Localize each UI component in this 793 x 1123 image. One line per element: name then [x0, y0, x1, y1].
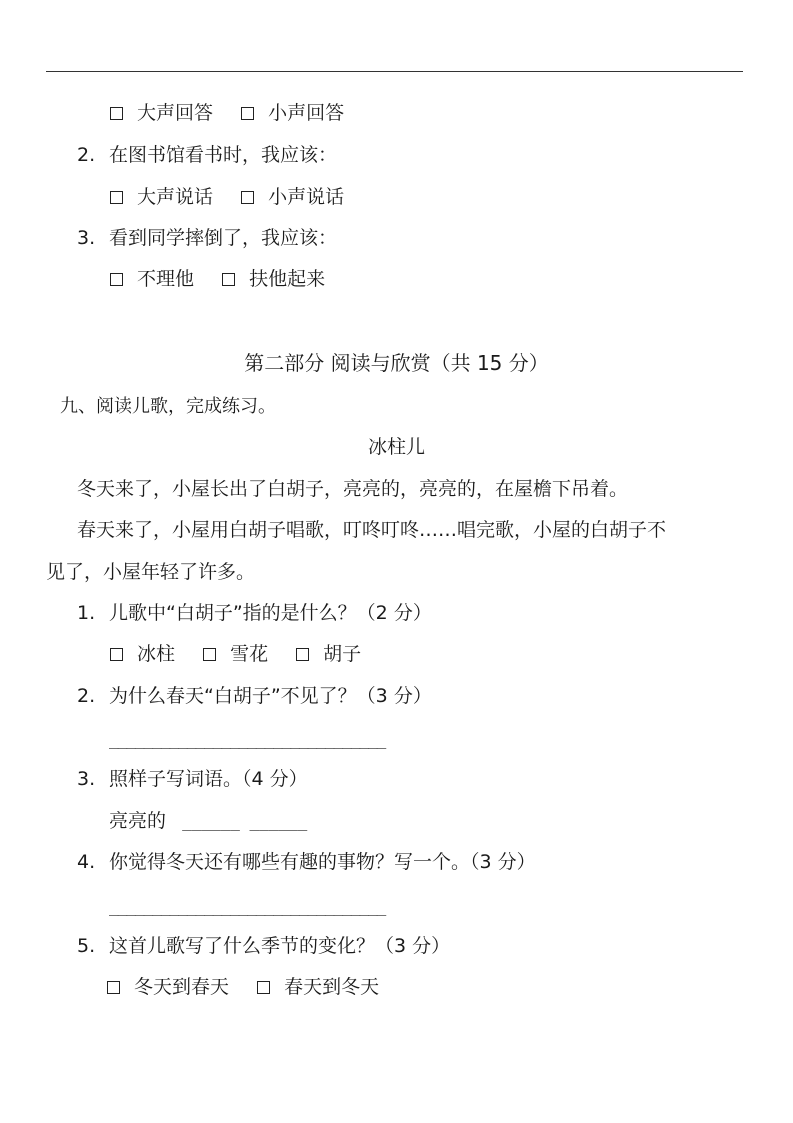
question-number: 4. [77, 851, 96, 873]
reading-question-2 [77, 684, 432, 708]
poem-paragraph-2-continued: 见了，小屋年轻了许多。 [46, 561, 256, 583]
option[interactable]: 冬天到春天 [107, 975, 229, 999]
question-text: 儿歌中“白胡子”指的是什么？（2 分） [109, 602, 432, 624]
answer-blank[interactable]: ________________________________ [109, 730, 386, 749]
checkbox-icon[interactable] [110, 107, 123, 120]
checkbox-icon[interactable] [110, 191, 123, 204]
q3-options [110, 267, 325, 291]
question-number: 2. [77, 144, 96, 166]
poem-paragraph-2: 春天来了，小屋用白胡子唱歌，叮咚叮咚……唱完歌，小屋的白胡子不 [77, 519, 667, 541]
poem-paragraph-1: 冬天来了，小屋长出了白胡子，亮亮的，亮亮的，在屋檐下吊着。 [77, 478, 629, 500]
question-text: 为什么春天“白胡子”不见了？（3 分） [109, 685, 432, 707]
reading-question-3 [77, 767, 308, 791]
q2-options [110, 185, 344, 209]
r5-options [107, 975, 379, 999]
task-heading: 九、阅读儿歌，完成练习。 [60, 396, 276, 417]
checkbox-icon[interactable] [203, 648, 216, 661]
checkbox-icon[interactable] [222, 273, 235, 286]
checkbox-icon[interactable] [241, 191, 254, 204]
reading-question-5 [77, 934, 450, 958]
checkbox-icon[interactable] [107, 981, 120, 994]
question-text: 照样子写词语。（4 分） [109, 768, 308, 790]
question-text: 在图书馆看书时，我应该： [109, 144, 338, 166]
option[interactable]: 雪花 [203, 642, 268, 666]
question-text: 这首儿歌写了什么季节的变化？（3 分） [109, 935, 451, 957]
word-blanks[interactable]: ______ ______ [182, 812, 308, 831]
question-2 [77, 143, 337, 167]
answer-blank[interactable]: ________________________________ [109, 897, 386, 916]
section-title: 第二部分 阅读与欣赏（共 15 分） [244, 351, 549, 375]
question-text: 你觉得冬天还有哪些有趣的事物？写一个。（3 分） [109, 851, 536, 873]
option[interactable]: 胡子 [296, 642, 361, 666]
option[interactable]: 春天到冬天 [257, 975, 379, 999]
question-number: 3. [77, 227, 96, 249]
poem-title: 冰柱儿 [367, 436, 425, 458]
question-number: 2. [77, 685, 96, 707]
r1-options [110, 642, 361, 666]
question-number: 1. [77, 602, 96, 624]
q1-options [110, 101, 344, 125]
question-number: 5. [77, 935, 96, 957]
option[interactable]: 扶他起来 [222, 267, 325, 291]
question-3 [77, 226, 337, 250]
option[interactable]: 小声说话 [241, 185, 344, 209]
option[interactable]: 大声回答 [110, 101, 213, 125]
question-number: 3. [77, 768, 96, 790]
checkbox-icon[interactable] [296, 648, 309, 661]
header-rule [46, 71, 743, 72]
checkbox-icon[interactable] [110, 273, 123, 286]
example-word: 亮亮的 [109, 810, 167, 832]
option[interactable]: 冰柱 [110, 642, 175, 666]
checkbox-icon[interactable] [241, 107, 254, 120]
option[interactable]: 大声说话 [110, 185, 213, 209]
question-text: 看到同学摔倒了，我应该： [109, 227, 338, 249]
checkbox-icon[interactable] [110, 648, 123, 661]
checkbox-icon[interactable] [257, 981, 270, 994]
word-example-row [109, 809, 307, 834]
reading-question-1 [77, 601, 432, 625]
option[interactable]: 不理他 [110, 267, 194, 291]
option[interactable]: 小声回答 [241, 101, 344, 125]
reading-question-4 [77, 850, 536, 874]
